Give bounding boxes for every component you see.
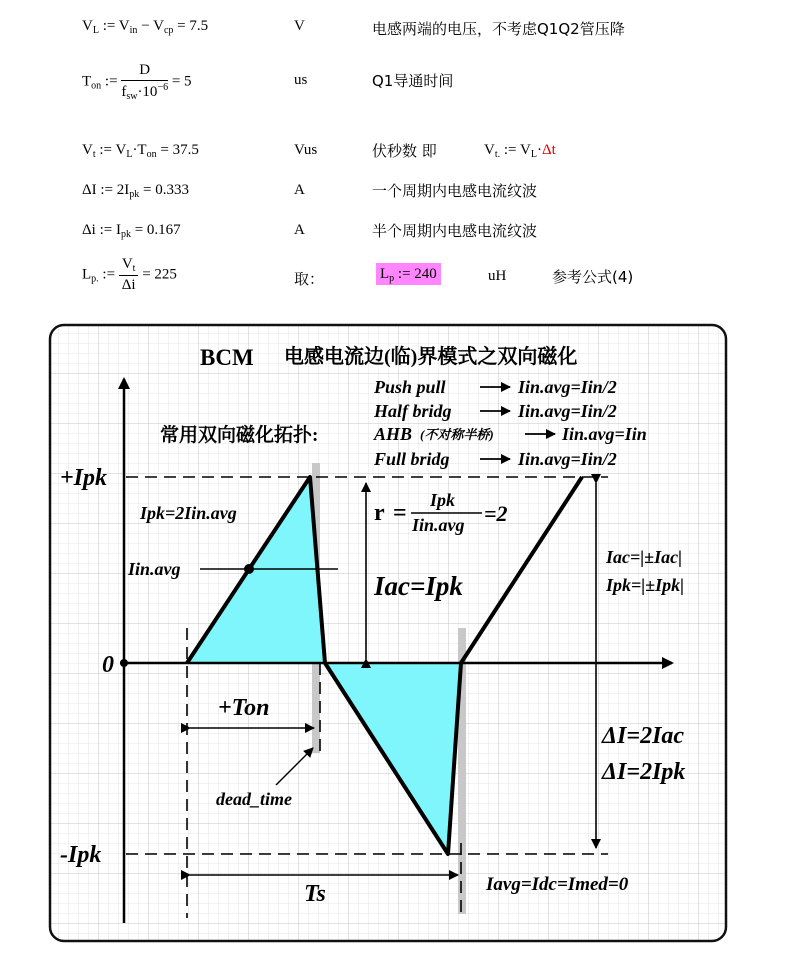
topology-label: 常用双向磁化拓扑:	[160, 425, 319, 446]
topology-name-1: Push pull	[374, 377, 446, 397]
formula-vl-unit: V	[294, 18, 305, 34]
topology-name-4: Full bridg	[374, 449, 450, 469]
label-r-num: Ipk	[430, 490, 456, 510]
label-r: r	[374, 500, 385, 526]
label-delta-2: ΔI=2Ipk	[602, 759, 686, 785]
label-iac-abs: Iac=|±Iac|	[606, 547, 683, 567]
formula-vl	[0, 12, 812, 52]
formula-di-small-unit: A	[294, 222, 305, 238]
label-delta-1: ΔI=2Iac	[602, 723, 685, 749]
formula-lp-expr: $L_{p.}$ := $\frac{V_t}{\Delta i}$ = 225	[82, 256, 177, 293]
topology-rel-1: Iin.avg=Iin/2	[518, 377, 617, 397]
topology-name-2: Half bridg	[374, 401, 452, 421]
formula-vt-desc: 伏秒数 即	[372, 142, 437, 160]
topology-rel-3: Iin.avg=Iin	[562, 424, 647, 444]
bcm-diagram-svg	[48, 323, 728, 945]
label-ts: Ts	[304, 881, 326, 907]
formula-lp-unit: 取：	[294, 270, 325, 288]
formula-lp-unit2: uH	[488, 268, 507, 284]
topology-rel-4: Iin.avg=Iin/2	[518, 449, 617, 469]
formula-di-small-desc: 半个周期内电感电流纹波	[372, 222, 538, 240]
title-cn: 电感电流边(临)界模式之双向磁化	[284, 346, 578, 368]
formula-ton-desc: Q1导通时间	[372, 72, 454, 90]
formula-di-small	[0, 216, 812, 256]
label-zero: 0	[102, 652, 114, 678]
formula-ton	[0, 58, 812, 118]
label-iin-avg: Iin.avg	[128, 559, 181, 579]
formula-di-cap-expr: ΔI := $2I_{pk} = 0.333$	[82, 182, 189, 200]
label-ipk-neg: -Ipk	[60, 842, 102, 868]
formula-ton-expr: $T_{on}$ := $\frac{D}{f_{sw}\cdot 10^{-6}}$ = 5	[82, 62, 192, 102]
label-r-den: Iin.avg	[412, 515, 465, 535]
formula-lp-ref: 参考公式(4)	[552, 268, 634, 286]
formula-di-small-expr: Δi := $I_{pk} = 0.167$	[82, 222, 181, 240]
bcm-diagram	[48, 323, 728, 945]
label-ipk-abs: Ipk=|±Ipk|	[606, 575, 685, 595]
formula-vl-expr: $V_L$ := $V_{in} - V_{cp} = 7.5$	[82, 18, 209, 36]
title-bcm: BCM	[200, 345, 254, 370]
topology-note-3: (不对称半桥)	[420, 427, 494, 442]
label-r-eq: =	[393, 500, 407, 526]
topology-name-3: AHB	[374, 424, 413, 444]
label-dead-time: dead_time	[216, 789, 292, 809]
formula-vt	[0, 136, 812, 176]
formula-vt-expr: $V_t$ := $V_L\cdot T_{on} = 37.5$	[82, 142, 199, 160]
label-ipk-pos: +Ipk	[60, 465, 108, 491]
formula-di-cap-desc: 一个周期内电感电流纹波	[372, 182, 538, 200]
formula-di-cap	[0, 176, 812, 216]
formula-ton-unit: us	[294, 72, 308, 88]
formula-di-cap-unit: A	[294, 182, 305, 198]
label-iac-ipk: Iac=Ipk	[374, 571, 463, 601]
formula-vt-extra: $V_{t.}$ := $V_L\cdot\Delta t$	[484, 142, 556, 160]
label-iavg: Iavg=Idc=Imed=0	[486, 874, 629, 895]
label-ton: +Ton	[218, 695, 270, 721]
topology-rel-2: Iin.avg=Iin/2	[518, 401, 617, 421]
formula-lp-chosen: $L_p$ := 240	[376, 266, 441, 284]
formula-vt-unit: Vus	[294, 142, 318, 158]
label-ipk-eq: Ipk=2Iin.avg	[140, 503, 237, 523]
iin-avg-dot	[244, 564, 254, 574]
origin-dot	[120, 659, 128, 667]
label-r-val: =2	[484, 501, 508, 526]
formula-vl-desc: 电感两端的电压，不考虑Q1Q2管压降	[372, 20, 625, 38]
formula-lp	[0, 252, 812, 304]
